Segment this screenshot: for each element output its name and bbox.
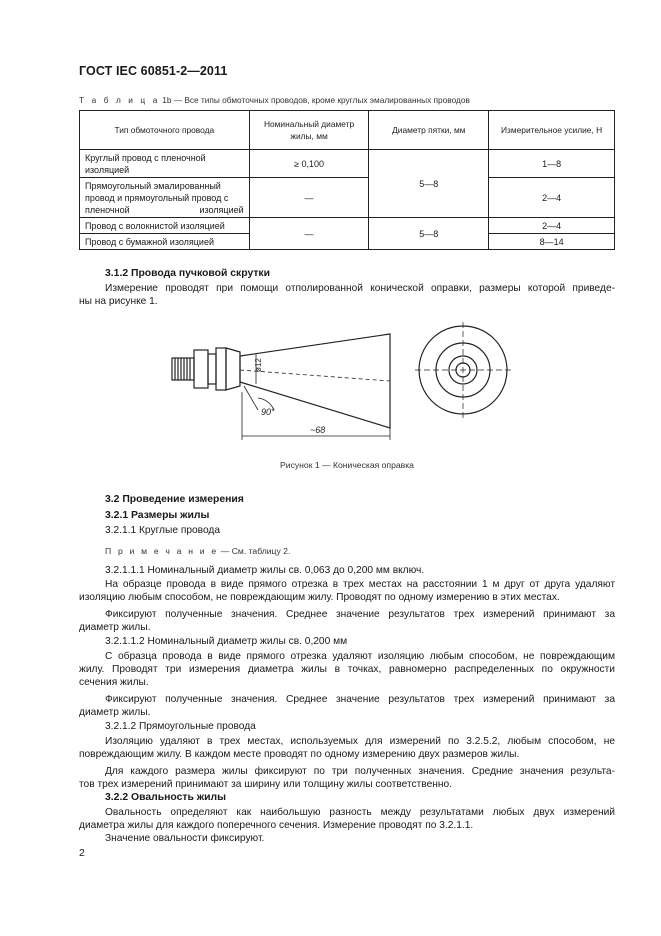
note <box>105 546 290 556</box>
table-cell: Прямоугольный эмалированный провод и прямоугольный провод с пленочной изоляцией <box>80 178 250 218</box>
table-cell: 8—14 <box>489 234 615 250</box>
paragraph: повреждающим жилу. В каждом месте проводят по одному измерению двух размеров жилы. <box>79 749 520 760</box>
section-title-3-2-2: 3.2.2 Овальность жилы <box>105 792 226 803</box>
paragraph: диаметр жилы. <box>79 707 151 718</box>
table-cell: — <box>249 218 369 250</box>
dim-diameter: ø12 <box>254 358 263 372</box>
paragraph: диаметр жилы. <box>79 622 151 633</box>
document-header: ГОСТ IEC 60851-2—2011 <box>79 64 228 78</box>
section-title-3-2-1: 3.2.1 Размеры жилы <box>105 510 210 521</box>
paragraph: Измерение проводят при помощи отполированной конической оправки, размеры которой приведе- <box>105 283 615 294</box>
paragraph: Овальность определяют как наибольшую разность между результатами любых двух измерений <box>105 807 615 818</box>
table-row <box>80 178 615 218</box>
table-cell: ≥ 0,100 <box>249 150 369 178</box>
table-caption <box>79 95 470 105</box>
paragraph: Для каждого размера жилы фиксируют по три полученных значения. Средние значения результа- <box>105 766 615 777</box>
table-header: Номинальный диаметр жилы, мм <box>249 111 369 150</box>
table-cell: 2—4 <box>489 218 615 234</box>
note-prefix: П р и м е ч а н и е <box>105 546 219 556</box>
table-caption-prefix: Т а б л и ц а <box>79 95 160 105</box>
table-cell: Провод с бумажной изоляцией <box>80 234 250 250</box>
paragraph: тов трех измерений принимают за ширину или толщину жилы соответственно. <box>79 779 453 790</box>
nut <box>194 350 208 388</box>
dim-length: ~68 <box>310 425 326 435</box>
paragraph: Фиксируют полученные значения. Среднее значение результатов трех измерений принимают за <box>105 694 615 705</box>
paragraph: Фиксируют полученные значения. Среднее значение результатов трех измерений принимают за <box>105 609 615 620</box>
section-title-3-2-1-1-1: 3.2.1.1.1 Номинальный диаметр жилы св. 0,063 до 0,200 мм включ. <box>105 565 425 576</box>
paragraph: жилу. Проводят три измерения диаметра жилы в точках, равномерно распределенных по окружности <box>79 664 615 675</box>
conical-mandrel-figure <box>160 312 520 452</box>
table-cell: 2—4 <box>489 178 615 218</box>
table-header: Диаметр пятки, мм <box>369 111 489 150</box>
table-cell: Провод с волокнистой изоляцией <box>80 218 250 234</box>
paragraph: сечения жилы. <box>79 677 149 688</box>
section-title-3-2-1-1-2: 3.2.1.1.2 Номинальный диаметр жилы св. 0,200 мм <box>105 636 348 647</box>
paragraph: диаметра жилы для каждого поперечного сечения. Измерение проводят по 3.2.1.1. <box>79 820 474 831</box>
paragraph: Изоляцию удаляют в трех местах, используемых для измерений по 3.2.5.2, любым способом, не <box>105 736 615 747</box>
paragraph: Значение овальности фиксируют. <box>105 833 265 844</box>
table-row <box>80 150 615 178</box>
table-header: Тип обмоточного провода <box>80 111 250 150</box>
paragraph: На образце провода в виде прямого отрезка в трех местах на расстоянии 1 м друг от друга удаляют <box>105 579 615 590</box>
table-cell: 5—8 <box>369 218 489 250</box>
figure-caption: Рисунок 1 — Коническая оправка <box>280 460 414 470</box>
wire-table <box>79 110 615 250</box>
paragraph: изоляцию любым способом, не повреждающим жилу. Проводят по одному измерению в этих местах. <box>79 592 560 603</box>
note-text: — См. таблицу 2. <box>220 546 291 556</box>
paragraph: ны на рисунке 1. <box>79 296 158 307</box>
table-header-row <box>80 111 615 150</box>
table-cell: 5—8 <box>369 150 489 218</box>
table-cell: — <box>249 178 369 218</box>
table-row <box>80 218 615 234</box>
paragraph: С образца провода в виде прямого отрезка удаляют изоляцию любым способом, не повреждающим <box>105 651 615 662</box>
dim-angle: 90° <box>261 407 275 417</box>
table-header: Измерительное усилие, Н <box>489 111 615 150</box>
section-title-3-2: 3.2 Проведение измерения <box>105 494 244 505</box>
section-title-3-2-1-1: 3.2.1.1 Круглые провода <box>105 525 221 536</box>
table-cell: 1—8 <box>489 150 615 178</box>
table-cell: Круглый провод с пленочной изоляцией <box>80 150 250 178</box>
section-title-3-1-2: 3.1.2 Провода пучковой скрутки <box>105 268 271 279</box>
section-title-3-2-1-2: 3.2.1.2 Прямоугольные провода <box>105 721 256 732</box>
table-caption-text: 1b — Все типы обмоточных проводов, кроме круглых эмалированных проводов <box>162 95 470 105</box>
page-number: 2 <box>79 847 85 859</box>
